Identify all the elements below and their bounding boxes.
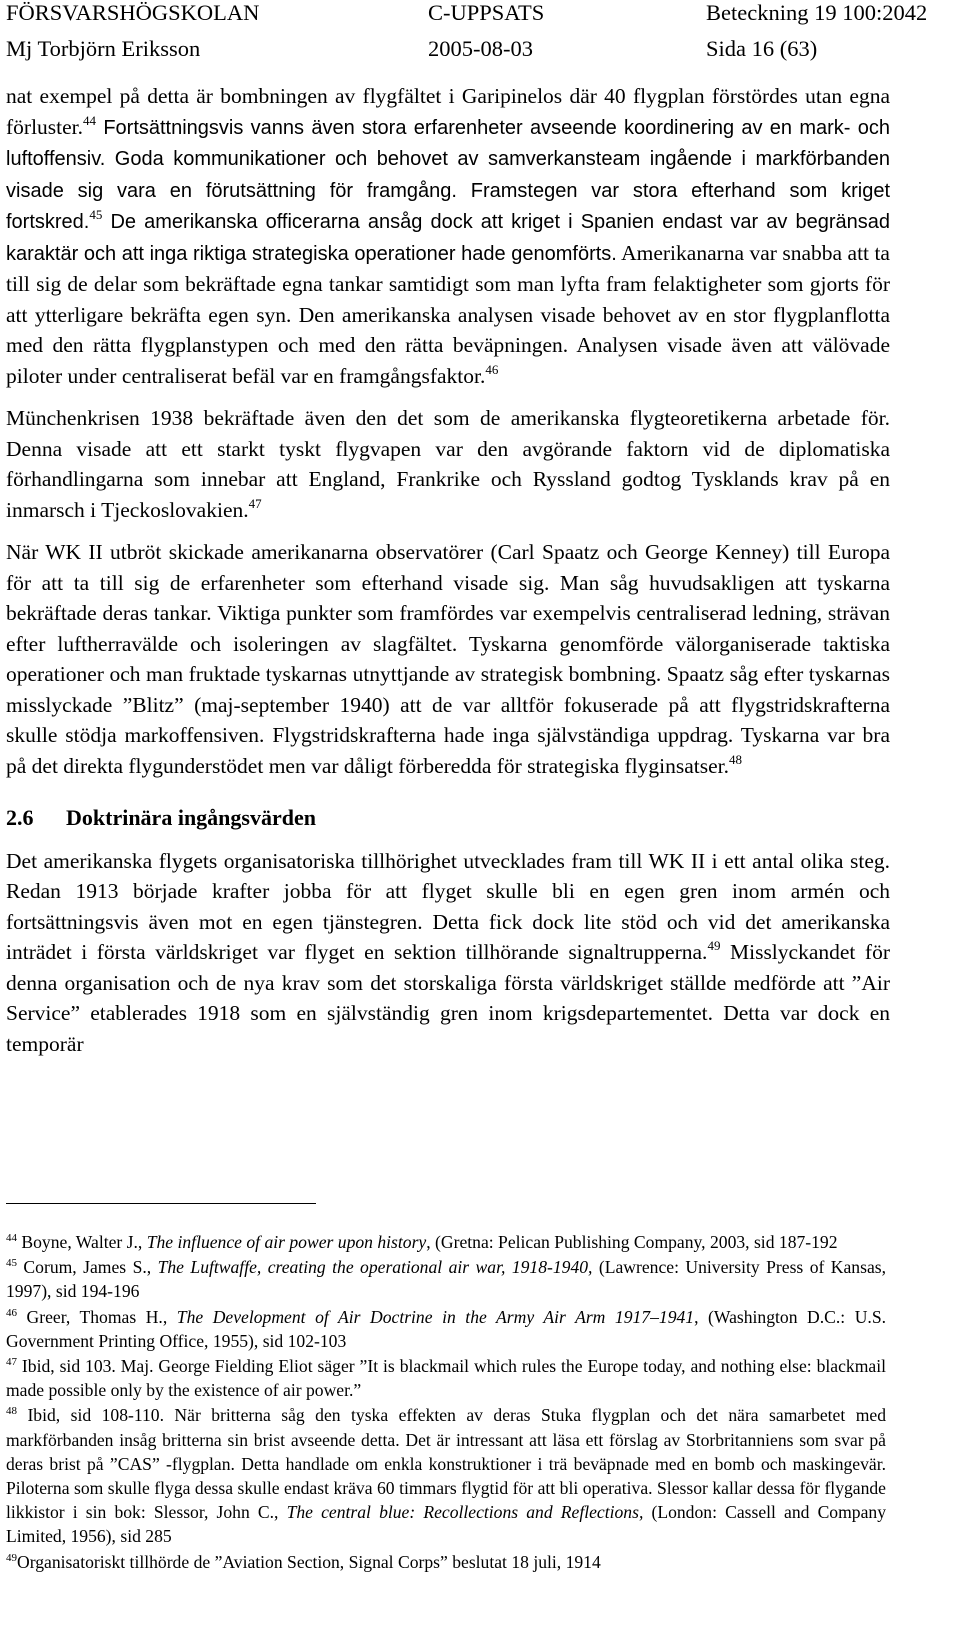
paragraph: Münchenkrisen 1938 bekräftade även den det som de amerikanska flygteoretikerna arbetade för. Denna visade att ett starkt tyskt flygvapen var den avgörande faktorn vid de diplomatiska förhandlingarna som innebar att England, Frankrike och Ryssland godtog Tysklands krav på en inmarsch i Tjeckoslovakien.$^{47}$ xyxy=(6,406,890,522)
footnote: $^{47}$ Ibid, sid 103. Maj. George Fielding Eliot säger ”It is blackmail which rules the Europe today, and nothing else: blackmail made possible only by the existence of air power.” xyxy=(6,1356,886,1401)
footnote: $^{45}$ Corum, James S., The Luftwaffe, creating the operational air war, 1918-1940, (Lawrence: University Press of Kansas, 1997), sid 194-196 xyxy=(6,1257,886,1302)
section-number: 2.6 xyxy=(6,805,34,830)
footnote: $^{44}$ Boyne, Walter J., The influence of air power upon history, (Gretna: Pelican Publishing Company, 2003, sid 187-192 xyxy=(6,1232,838,1252)
footnote-ref[interactable]: 44 xyxy=(83,112,97,128)
page-header-row-1 xyxy=(6,0,956,32)
footnote-ref[interactable]: 47 xyxy=(248,495,262,511)
paragraph: nat exempel på detta är bombningen av flygfältet i Garipinelos där 40 flygplan förstördes utan egna förluster.$^{44}$ Fortsättningsvis vanns även stora erfarenheter avseende koordinering av en mark- och luftoffensiv. Goda kommunikationer och behovet av samverkansteam ingående i markförbanden visade sig vara en förutsättning för framgång. Framstegen var stora efterhand som kriget fortskred.$^{45}$ De amerikanska officerarna ansåg dock att kriget i Spanien endast var av begränsad karaktär och att inga riktiga strategiska operationer hade genomförts. Amerikanarna var snabba att ta till sig de delar som bekräftade egna tankar samtidigt som man lyfta fram felaktigheter som gjorts för att ytterligare bekräfta egen syn. Den amerikanska analysen visade behovet av en stor flygplanflotta med den rätta flygplanstypen och med den rätta beväpningen. Analysen visade även att välövade piloter under centraliserat befäl var en framgångsfaktor.$^{46}$ xyxy=(6,84,890,388)
document-date: 2005-08-03 xyxy=(428,36,533,61)
document-reference: Beteckning 19 100:2042 xyxy=(706,0,928,25)
page-header-row-2 xyxy=(6,36,956,68)
footnote: $^{46}$ Greer, Thomas H., The Development of Air Doctrine in the Army Air Arm 1917–1941, (Washington D.C.: U.S. Government Printing Office, 1955), sid 102-103 xyxy=(6,1306,887,1351)
footnote-ref[interactable]: 48 xyxy=(729,751,742,767)
footnote-ref[interactable]: 46 xyxy=(485,361,499,377)
paragraph: Det amerikanska flygets organisatoriska tillhörighet utvecklades fram till WK II i ett antal olika steg. Redan 1913 började krafter jobba för att flyget skulle bli en egen gren inom armén och fortsättningsvis även mot en egen tjänstegren. Detta fick dock lite stöd och vid det amerikanska inträdet i första världskriget var flyget en sektion tillhörande signaltrupperna.$^{49}$ Misslyckandet för denna organisation och de nya krav som det storskaliga första världskriget ställde medförde att ”Air Service” etablerades 1918 som en självständig gren inom krigsdepartementet. Detta var dock en temporär xyxy=(6,848,890,1056)
footnote: $^{48}$ Ibid, sid 108-110. När britterna såg den tyska effekten av deras Stuka flygplan och det nära samarbetet med markförbanden insåg britterna sin brist avseende detta. Det är intressant att läsa ett förslag av Storbritanniens som svar på deras brist på ”CAS” -flygplan. Detta handlade om enkla konstruktioner i trä beväpnade med en bomb och maskingevär. Piloterna som skulle flyga dessa skulle endast kräva 60 timmars flygtid för att bli operativa. Slessor kallar dessa för flygande likkistor i sin bok: Slessor, John C., The central blue: Recollections and Reflections, (London: Cassell and Company Limited, 1956), sid 285 xyxy=(6,1405,886,1547)
document-type: C-UPPSATS xyxy=(428,0,545,25)
footnotes xyxy=(6,1230,886,1575)
body-text xyxy=(6,81,890,1071)
page-number: Sida 16 (63) xyxy=(706,36,818,61)
section-title: Doktrinära ingångsvärden xyxy=(66,805,316,830)
footnote-ref[interactable]: 49 xyxy=(707,938,721,953)
school-name: FÖRSVARSHÖGSKOLAN xyxy=(6,0,260,25)
paragraph: När WK II utbröt skickade amerikanarna observatörer (Carl Spaatz och George Kenney) till Europa för att ta till sig de erfarenheter som efterhand visade sig. Man såg huvudsakligen att tyskarna bekräftade deras tankar. Viktiga punkter som framfördes var exempelvis centraliserad ledning, strävan efter luftherravälde och isoleringen av slagfältet. Tyskarna genomförde välorganiserade taktiska operationer och man fruktade tyskarnas utnyttjande av strategisk bombning. Spaatz såg efter tyskarnas misslyckade ”Blitz” (maj-september 1940) att de var alltför fokuserade på att flygstridskrafterna skulle stödja markoffensiven. Flygstridskrafterna hade inga självständiga uppdrag. Tyskarna var bra på det direkta flygunderstödet men var dåligt förberedda för strategiska flyginsatser.$^{48}$ xyxy=(6,540,890,778)
footnote: $^{49}$Organisatoriskt tillhörde de ”Aviation Section, Signal Corps” beslutat 18 juli, 1914 xyxy=(6,1551,601,1572)
author-name: Mj Torbjörn Eriksson xyxy=(6,36,201,61)
footnote-separator xyxy=(6,1203,316,1204)
footnote-ref[interactable]: 45 xyxy=(89,207,103,222)
section-heading xyxy=(6,803,890,834)
